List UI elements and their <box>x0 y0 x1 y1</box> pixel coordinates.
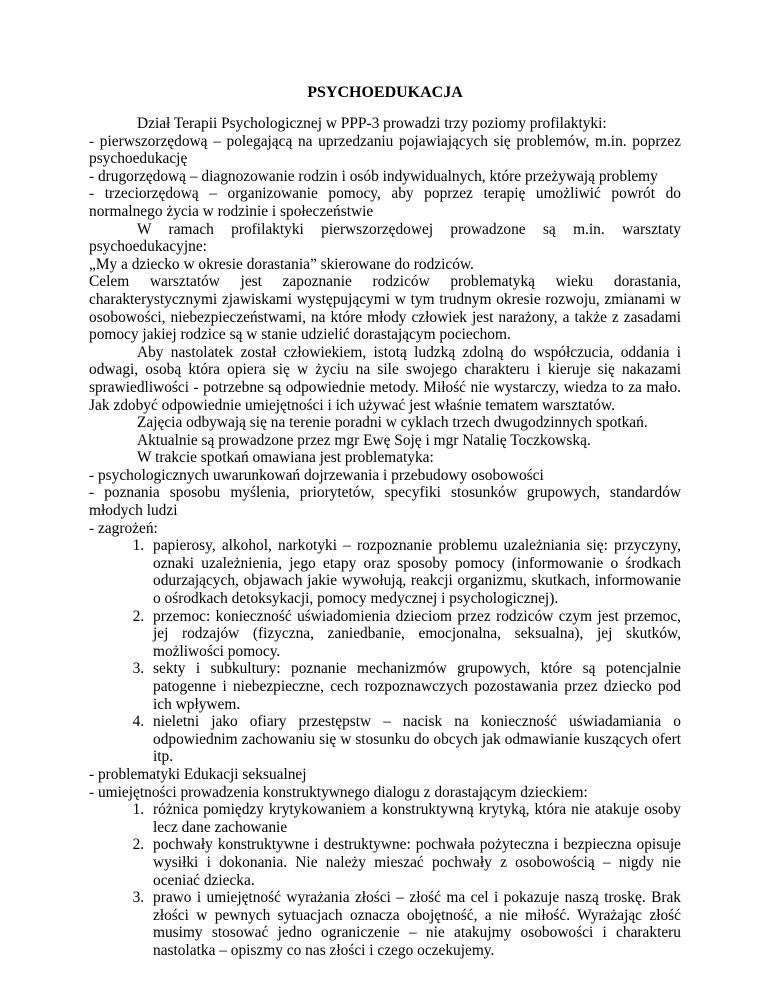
document-title: PSYCHOEDUKACJA <box>307 84 463 101</box>
topic-sex-education: - problematyki Edukacji seksualnej <box>89 765 307 783</box>
intro-paragraph: Dział Terapii Psychologicznej w PPP-3 prowadzi trzy poziomy profilaktyki: <box>137 115 607 132</box>
list-item: 1. różnica pomiędzy krytykowaniem a konstruktywną krytyką, która nie atakuje osoby lecz dane zachowanie <box>148 801 681 836</box>
workshops-intro: W ramach profilaktyki pierwszorzędowej prowadzone są m.in. warsztaty psychoedukacyjne: <box>89 220 681 256</box>
workshop-goal: Celem warsztatów jest zapoznanie rodziców problematyką wieku dorastania, charakterystycznymi zjawiskami występującymi w tym trudnym okresie rozwoju, zmianami w osobowości, niebezpieczeństwami, na które młody człowiek jest narażony, a także z zasadami pomocy jakiej rodzice są w stanie udzielić dorastającym pociechom. <box>89 273 681 344</box>
document-page <box>89 84 681 960</box>
classes-info: Zajęcia odbywają się na terenie poradni w cyklach trzech dwugodzinnych spotkań. <box>137 414 648 432</box>
list-item: 2. przemoc: konieczność uświadomienia dzieciom przez rodziców czym jest przemoc, jej rodzajów (fizyczna, zaniedbanie, emocjonalna, seksualna), jej skutków, możliwości pomocy. <box>148 608 681 661</box>
teen-paragraph: Aby nastolatek został człowiekiem, istotą ludzką zdolną do współczucia, oddania i odwagi, osobą która opiera się w życiu na sile swojego charakteru i kieruje się nakazami sprawiedliwości - potrzebne są odpowiednie metody. Miłość nie wystarczy, wiedza to za mało. Jak zdobyć odpowiednie umiejętności i ich używać jest właśnie tematem warsztatów. <box>89 343 681 414</box>
level-secondary: - drugorzędową – diagnozowanie rodzin i osób indywidualnych, które przeżywają problemy <box>89 167 658 185</box>
list-item: 3. sekty i subkultury: poznanie mechanizmów grupowych, które są potencjalnie patogenne i niebezpieczne, cech rozpoznawczych pozostawania przez dziecko pod ich wpływem. <box>148 660 681 713</box>
topics-intro: W trakcie spotkań omawiana jest problematyka: <box>137 449 434 467</box>
level-tertiary: - trzeciorzędową – organizowanie pomocy, aby poprzez terapię umożliwić powrót do normalnego życia w rodzinie i społeczeństwie <box>89 185 681 220</box>
list-item: 1. papierosy, alkohol, narkotyki – rozpoznanie problemu uzależniania się: przyczyny, oznaki uzależnienia, jego etapy oraz sposoby pomocy (informowanie o środkach odurzających, objawach jakie wywołują, reakcji organizmu, skutkach, informowanie o ośrodkach detoksykacji, pomocy medycznej i psychologicznej). <box>148 537 681 607</box>
leaders-info: Aktualnie są prowadzone przez mgr Ewę Soję i mgr Natalię Toczkowską. <box>137 431 591 449</box>
list-item: 3. prawo i umiejętność wyrażania złości – złość ma cel i pokazuje naszą troskę. Brak złości w pewnych sytuacjach oznacza obojętność, a nie miłość. Wyrażając złość musimy stosować jedno ograniczenie – nie atakujmy osobowości i charakteru nastolatka – opiszmy co nas złości i czego oczekujemy. <box>148 889 681 959</box>
topic-thinking: - poznania sposobu myślenia, priorytetów, specyfiki stosunków grupowych, standardów młodych ludzi <box>89 484 681 520</box>
workshop-title: „My a dziecko w okresie dorastania” skierowane do rodziców. <box>89 255 474 273</box>
topic-dialogue: - umiejętności prowadzenia konstruktywnego dialogu z dorastającym dzieckiem: <box>89 783 588 801</box>
threats-list <box>89 537 681 766</box>
list-item: 2. pochwały konstruktywne i destruktywne: pochwała pożyteczna i bezpieczna opisuje wysiłki i dokonania. Nie należy mieszać pochwały z osobowością – nigdy nie oceniać dziecka. <box>148 836 681 889</box>
topic-threats: - zagrożeń: <box>89 519 158 537</box>
list-item: 4. nieletni jako ofiary przestępstw – nacisk na konieczność uświadamiania o odpowiednim zachowaniu się w stosunku do obcych jak odmawianie kuszących ofert itp. <box>148 713 681 766</box>
dialogue-list <box>89 801 681 959</box>
topic-psychological: - psychologicznych uwarunkowań dojrzewania i przebudowy osobowości <box>89 466 544 484</box>
level-primary: - pierwszorzędową – polegającą na uprzedzaniu pojawiających się problemów, m.in. poprzez psychoedukację <box>89 132 681 168</box>
